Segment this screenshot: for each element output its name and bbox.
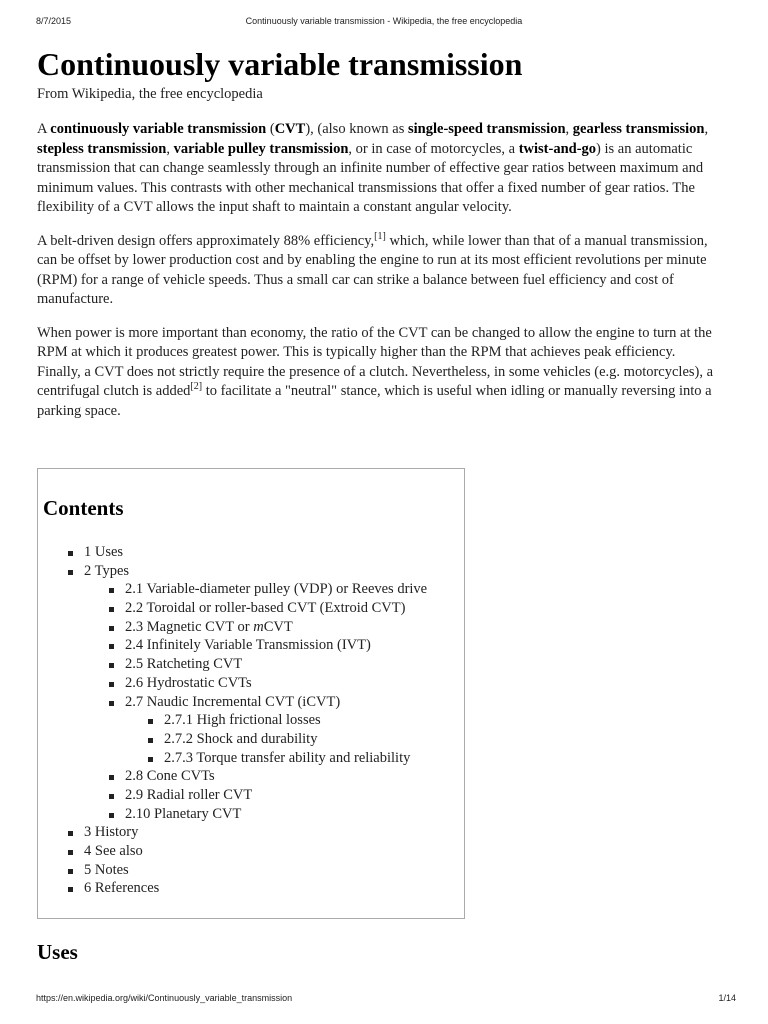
toc-item-see-also[interactable] (38, 842, 427, 861)
toc-item-label[interactable]: 2.7.1 High frictional losses (164, 712, 321, 729)
toc-item-ratcheting[interactable] (38, 655, 427, 674)
bullet-icon (68, 551, 73, 556)
bullet-icon (148, 738, 153, 743)
toc-item-history[interactable] (38, 823, 427, 842)
bullet-icon (109, 663, 114, 668)
toc-item-uses[interactable] (38, 543, 427, 562)
text-run: , (166, 140, 174, 157)
toc-item-frictional-losses[interactable] (38, 711, 427, 730)
bullet-icon (109, 644, 114, 649)
toc-list (38, 543, 427, 898)
toc-item-shock-durability[interactable] (38, 730, 427, 749)
toc-item-label[interactable]: 2.9 Radial roller CVT (125, 786, 253, 803)
bullet-icon (109, 775, 114, 780)
toc-item-label[interactable]: 5 Notes (84, 861, 129, 878)
bullet-icon (109, 701, 114, 706)
reference-link-2[interactable]: [2] (190, 381, 203, 393)
toc-item-label[interactable]: 1 Uses (84, 544, 124, 560)
toc-item-label[interactable]: 2.10 Planetary CVT (125, 805, 242, 822)
toc-item-torque-transfer[interactable] (38, 749, 427, 768)
toc-item-label[interactable]: 2.7.3 Torque transfer ability and reliability (164, 749, 411, 766)
bullet-icon (109, 626, 114, 631)
print-url: https://en.wikipedia.org/wiki/Continuously_variable_transmission (36, 993, 293, 1003)
bullet-icon (109, 588, 114, 593)
toc-item-label[interactable]: 2.4 Infinitely Variable Transmission (IVT) (125, 637, 371, 654)
bullet-icon (148, 719, 153, 724)
bullet-icon (109, 607, 114, 612)
toc-item-label[interactable]: 2.7 Naudic Incremental CVT (iCVT) (125, 693, 341, 710)
toc-item-planetary[interactable] (38, 805, 427, 824)
text-run: , or in case of motorcycles, a (348, 140, 519, 157)
text-run: , (704, 121, 709, 137)
term-twist-and-go: twist-and-go (518, 140, 597, 157)
toc-item-radial-roller[interactable] (38, 786, 427, 805)
toc-item-label[interactable]: 2.2 Toroidal or roller-based CVT (Extroid CVT) (125, 600, 406, 617)
toc-item-label[interactable]: 2.7.2 Shock and durability (164, 730, 318, 747)
reference-link-1[interactable]: [1] (374, 230, 386, 242)
bullet-icon (68, 869, 73, 874)
print-page-title: Continuously variable transmission - Wikipedia, the free encyclopedia (245, 16, 523, 26)
text-run: ) is an automatic transmission that can change seamlessly through an infinite number of effective gear ratios between maximum and minimum values. This contrasts with other mechanical transmissions that offer a fixed number of gear ratios. The flexibility of a CVT allows the input shaft to maintain a constant angular velocity. (37, 140, 704, 215)
article-content (37, 40, 717, 964)
term-gearless: gearless transmission (572, 121, 705, 137)
bullet-icon (148, 757, 153, 762)
bullet-icon (109, 794, 114, 799)
text-run: ), (also known as (305, 121, 409, 137)
toc-item-types[interactable] (38, 562, 427, 581)
text-run: ( (266, 121, 275, 137)
term-abbr: CVT (274, 121, 306, 137)
toc-item-label[interactable]: 2.6 Hydrostatic CVTs (125, 674, 252, 691)
toc-item-hydrostatic[interactable] (38, 674, 427, 693)
intro-paragraph-2 (37, 232, 717, 310)
toc-item-label[interactable]: 2.8 Cone CVTs (125, 768, 215, 785)
bullet-icon (68, 831, 73, 836)
print-header (0, 16, 768, 30)
toc-item-label[interactable] (125, 619, 293, 635)
intro-paragraph-3 (37, 324, 717, 422)
toc-item-icvt[interactable] (38, 693, 427, 712)
text-run-italic: m (253, 618, 264, 635)
bullet-icon (68, 887, 73, 892)
term-single-speed: single-speed transmission (408, 121, 566, 137)
bullet-icon (68, 570, 73, 575)
text-run: When power is more important than economy, the ratio of the CVT can be changed to allow the engine to turn at the RPM at which it produces greatest power. This is typically higher than the RPM that achieves peak efficiency. Finally, a CVT does not strictly require the presence of a clutch. Nevertheless, in some vehicles (e.g. motorcycles), a centrifugal clutch is added (37, 324, 714, 399)
page-title: Continuously variable transmission (37, 46, 523, 82)
print-footer (0, 993, 768, 1007)
toc-item-label[interactable]: 4 See also (84, 843, 143, 859)
text-run: which, while lower than that of a manual transmission, can be offset by lower production cost and by enabling the engine to run at its most efficient revolutions per minute (RPM) for a range of vehicle speeds. Thus a small car can strike a balance between fuel efficiency and cost of manufacture. (37, 232, 708, 307)
toc-item-label[interactable]: 2.1 Variable-diameter pulley (VDP) or Reeves drive (125, 581, 428, 598)
section-heading-uses: Uses (37, 940, 78, 964)
toc-item-notes[interactable] (38, 861, 427, 880)
term-cvt: continuously variable transmission (50, 121, 267, 137)
toc-item-label[interactable]: 3 History (84, 824, 139, 841)
tagline: From Wikipedia, the free encyclopedia (37, 86, 263, 102)
text-run: 2.3 Magnetic CVT or (125, 618, 254, 635)
toc-item-references[interactable] (38, 879, 427, 898)
term-stepless: stepless transmission (37, 140, 167, 157)
table-of-contents (37, 468, 465, 919)
bullet-icon (68, 850, 73, 855)
term-variable-pulley: variable pulley transmission (173, 140, 349, 157)
text-run: A belt-driven design offers approximately 88% efficiency, (37, 232, 375, 249)
toc-item-cone-cvts[interactable] (38, 767, 427, 786)
text-run: to facilitate a "neutral" stance, which is useful when idling or manually reversing into a parking space. (37, 383, 712, 419)
toc-item-magnetic[interactable] (38, 618, 427, 637)
bullet-icon (109, 682, 114, 687)
toc-item-label[interactable]: 2.5 Ratcheting CVT (125, 656, 243, 673)
text-run: CVT (263, 618, 293, 635)
text-run: , (565, 121, 573, 137)
toc-item-toroidal[interactable] (38, 599, 427, 618)
text-run: A (37, 121, 51, 137)
bullet-icon (109, 813, 114, 818)
toc-item-ivt[interactable] (38, 636, 427, 655)
toc-item-label[interactable]: 2 Types (84, 562, 130, 579)
print-page-number: 1/14 (718, 993, 736, 1003)
intro-paragraph-1 (37, 120, 717, 218)
toc-item-vdp[interactable] (38, 580, 427, 599)
toc-item-label[interactable]: 6 References (84, 880, 160, 897)
print-date: 8/7/2015 (36, 16, 72, 26)
toc-title: Contents (43, 496, 124, 520)
